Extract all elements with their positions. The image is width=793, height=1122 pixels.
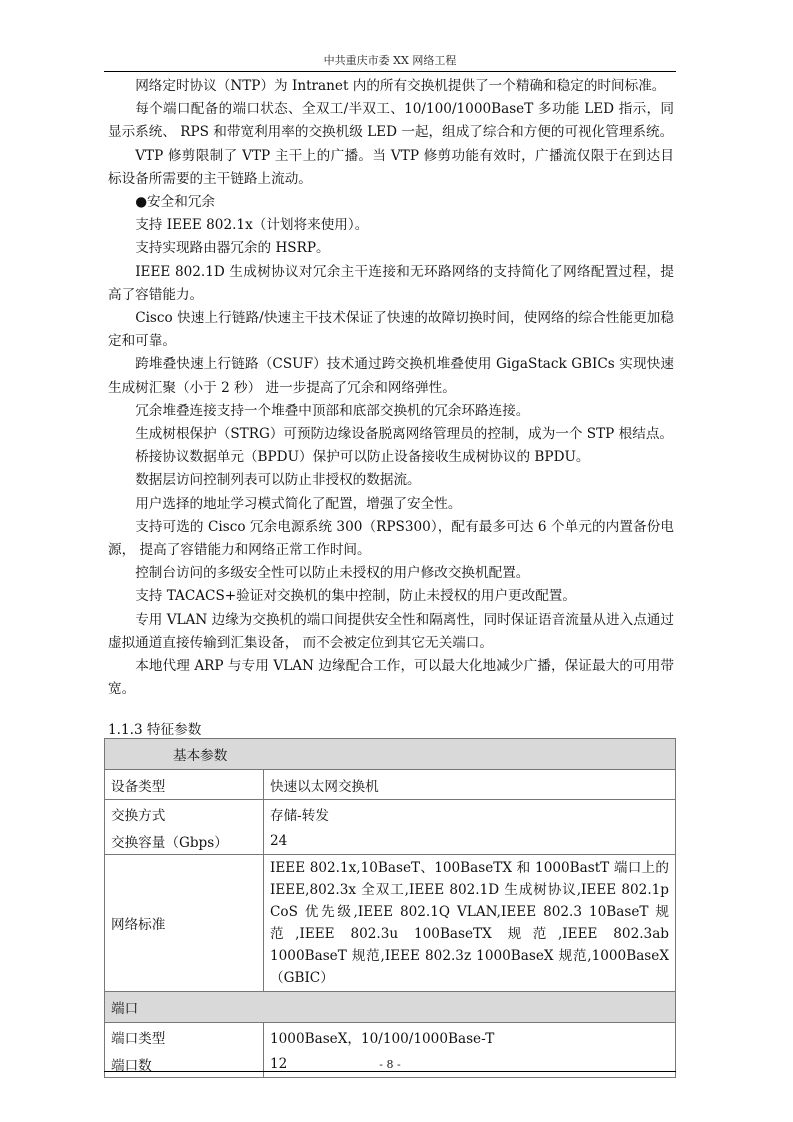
- paragraph: 网络定时协议（NTP）为 Intranet 内的所有交换机提供了一个精确和稳定的时间标准。: [135, 78, 666, 94]
- row-label: 端口数: [105, 1050, 264, 1078]
- paragraph: 桥接协议数据单元（BPDU）保护可以防止设备接收生成树协议的 BPDU。: [135, 449, 590, 466]
- page-number: - 8 -: [379, 1058, 401, 1071]
- table-row: [105, 827, 676, 855]
- table-group-row: [105, 992, 676, 1023]
- paragraph: 跨堆叠快速上行链路（CSUF）技术通过跨交换机堆叠使用 GigaStack GBICs 实现快速生成树汇聚（小于 2 秒） 进一步提高了冗余和网络弹性。: [108, 356, 674, 396]
- table-row: [105, 770, 676, 800]
- paragraph: 支持 IEEE 802.1x（计划将来使用）。: [135, 217, 369, 234]
- row-value: 存储-转发: [264, 800, 676, 828]
- row-value: 快速以太网交换机: [264, 770, 676, 800]
- row-label: 交换方式: [105, 800, 264, 828]
- paragraph: 专用 VLAN 边缘为交换机的端口间提供安全性和隔离性，同时保证语音流量从进入点通过虚拟通道直接传输到汇集设备， 而不会被定位到其它无关端口。: [108, 611, 674, 651]
- row-label: 设备类型: [105, 770, 264, 800]
- row-value: 1000BaseX，10/100/1000Base-T: [264, 1023, 676, 1051]
- paragraph: 支持可选的 Cisco 冗余电源系统 300（RPS300），配有最多可达 6 个单元的内置备份电源， 提高了容错能力和网络正常工作时间。: [108, 518, 674, 559]
- group-title-ports: 端口: [105, 992, 676, 1023]
- paragraph: 控制台访问的多级安全性可以防止未授权的用户修改交换机配置。: [135, 565, 530, 582]
- paragraph: IEEE 802.1D 生成树协议对冗余主干连接和无环路网络的支持简化了网络配置过程，提高了容错能力。: [108, 263, 674, 303]
- page-header: 中共重庆市委 XX 网络工程: [323, 54, 457, 67]
- row-value: 12: [264, 1050, 676, 1078]
- group-title-basic: 基本参数: [105, 739, 676, 770]
- paragraph: 支持实现路由器冗余的 HSRP。: [135, 240, 330, 257]
- table-row: [105, 855, 676, 992]
- footer-rule: [104, 1071, 676, 1072]
- row-label: 端口类型: [105, 1023, 264, 1051]
- row-value: 24: [264, 827, 676, 855]
- bullet-heading: ●安全和冗余: [135, 194, 216, 211]
- row-value: IEEE 802.1x,10BaseT、100BaseTX 和 1000BastT 端口上的 IEEE,802.3x 全双工,IEEE 802.1D 生成树协议,IEEE 802.1p CoS 优先级,IEEE 802.1Q VLAN,IEEE 802.3 10BaseT 规范,IEEE 802.3u 100BaseTX 规范,IEEE 802.3ab 1000BaseT 规范,IEEE 802.3z 1000BaseX 规范,1000BaseX（GBIC）: [264, 855, 676, 992]
- paragraph: VTP 修剪限制了 VTP 主干上的广播。当 VTP 修剪功能有效时，广播流仅限于在到达目标设备所需要的主干链路上流动。: [108, 147, 674, 187]
- paragraph: 本地代理 ARP 与专用 VLAN 边缘配合工作，可以最大化地减少广播，保证最大的可用带宽。: [108, 658, 674, 698]
- body-text: [108, 75, 674, 701]
- spec-table: [104, 738, 676, 1078]
- paragraph: 生成树根保护（STRG）可预防边缘设备脱离网络管理员的控制，成为一个 STP 根结点。: [135, 426, 674, 443]
- paragraph: 支持 TACACS+验证对交换机的集中控制，防止未授权的用户更改配置。: [135, 588, 576, 605]
- section-title: 1.1.3 特征参数: [108, 722, 202, 738]
- row-label: 交换容量（Gbps）: [105, 827, 264, 855]
- paragraph: 冗余堆叠连接支持一个堆叠中顶部和底部交换机的冗余环路连接。: [135, 402, 530, 419]
- paragraph: 数据层访问控制列表可以防止非授权的数据流。: [135, 472, 421, 489]
- paragraph: Cisco 快速上行链路/快速主干技术保证了快速的故障切换时间，使网络的综合性能更加稳定和可靠。: [108, 310, 674, 350]
- table-row: [105, 800, 676, 828]
- row-label: 网络标准: [105, 855, 264, 992]
- table-group-row: [105, 739, 676, 770]
- header-rule: [104, 71, 676, 72]
- paragraph: 用户选择的地址学习模式简化了配置，增强了安全性。: [135, 495, 462, 512]
- paragraph: 每个端口配备的端口状态、全双工/半双工、10/100/1000BaseT 多功能 LED 指示，同显示系统、 RPS 和带宽利用率的交换机级 LED 一起，组成了综合和方便的可视化管理系统。: [108, 101, 674, 141]
- table-row: [105, 1023, 676, 1051]
